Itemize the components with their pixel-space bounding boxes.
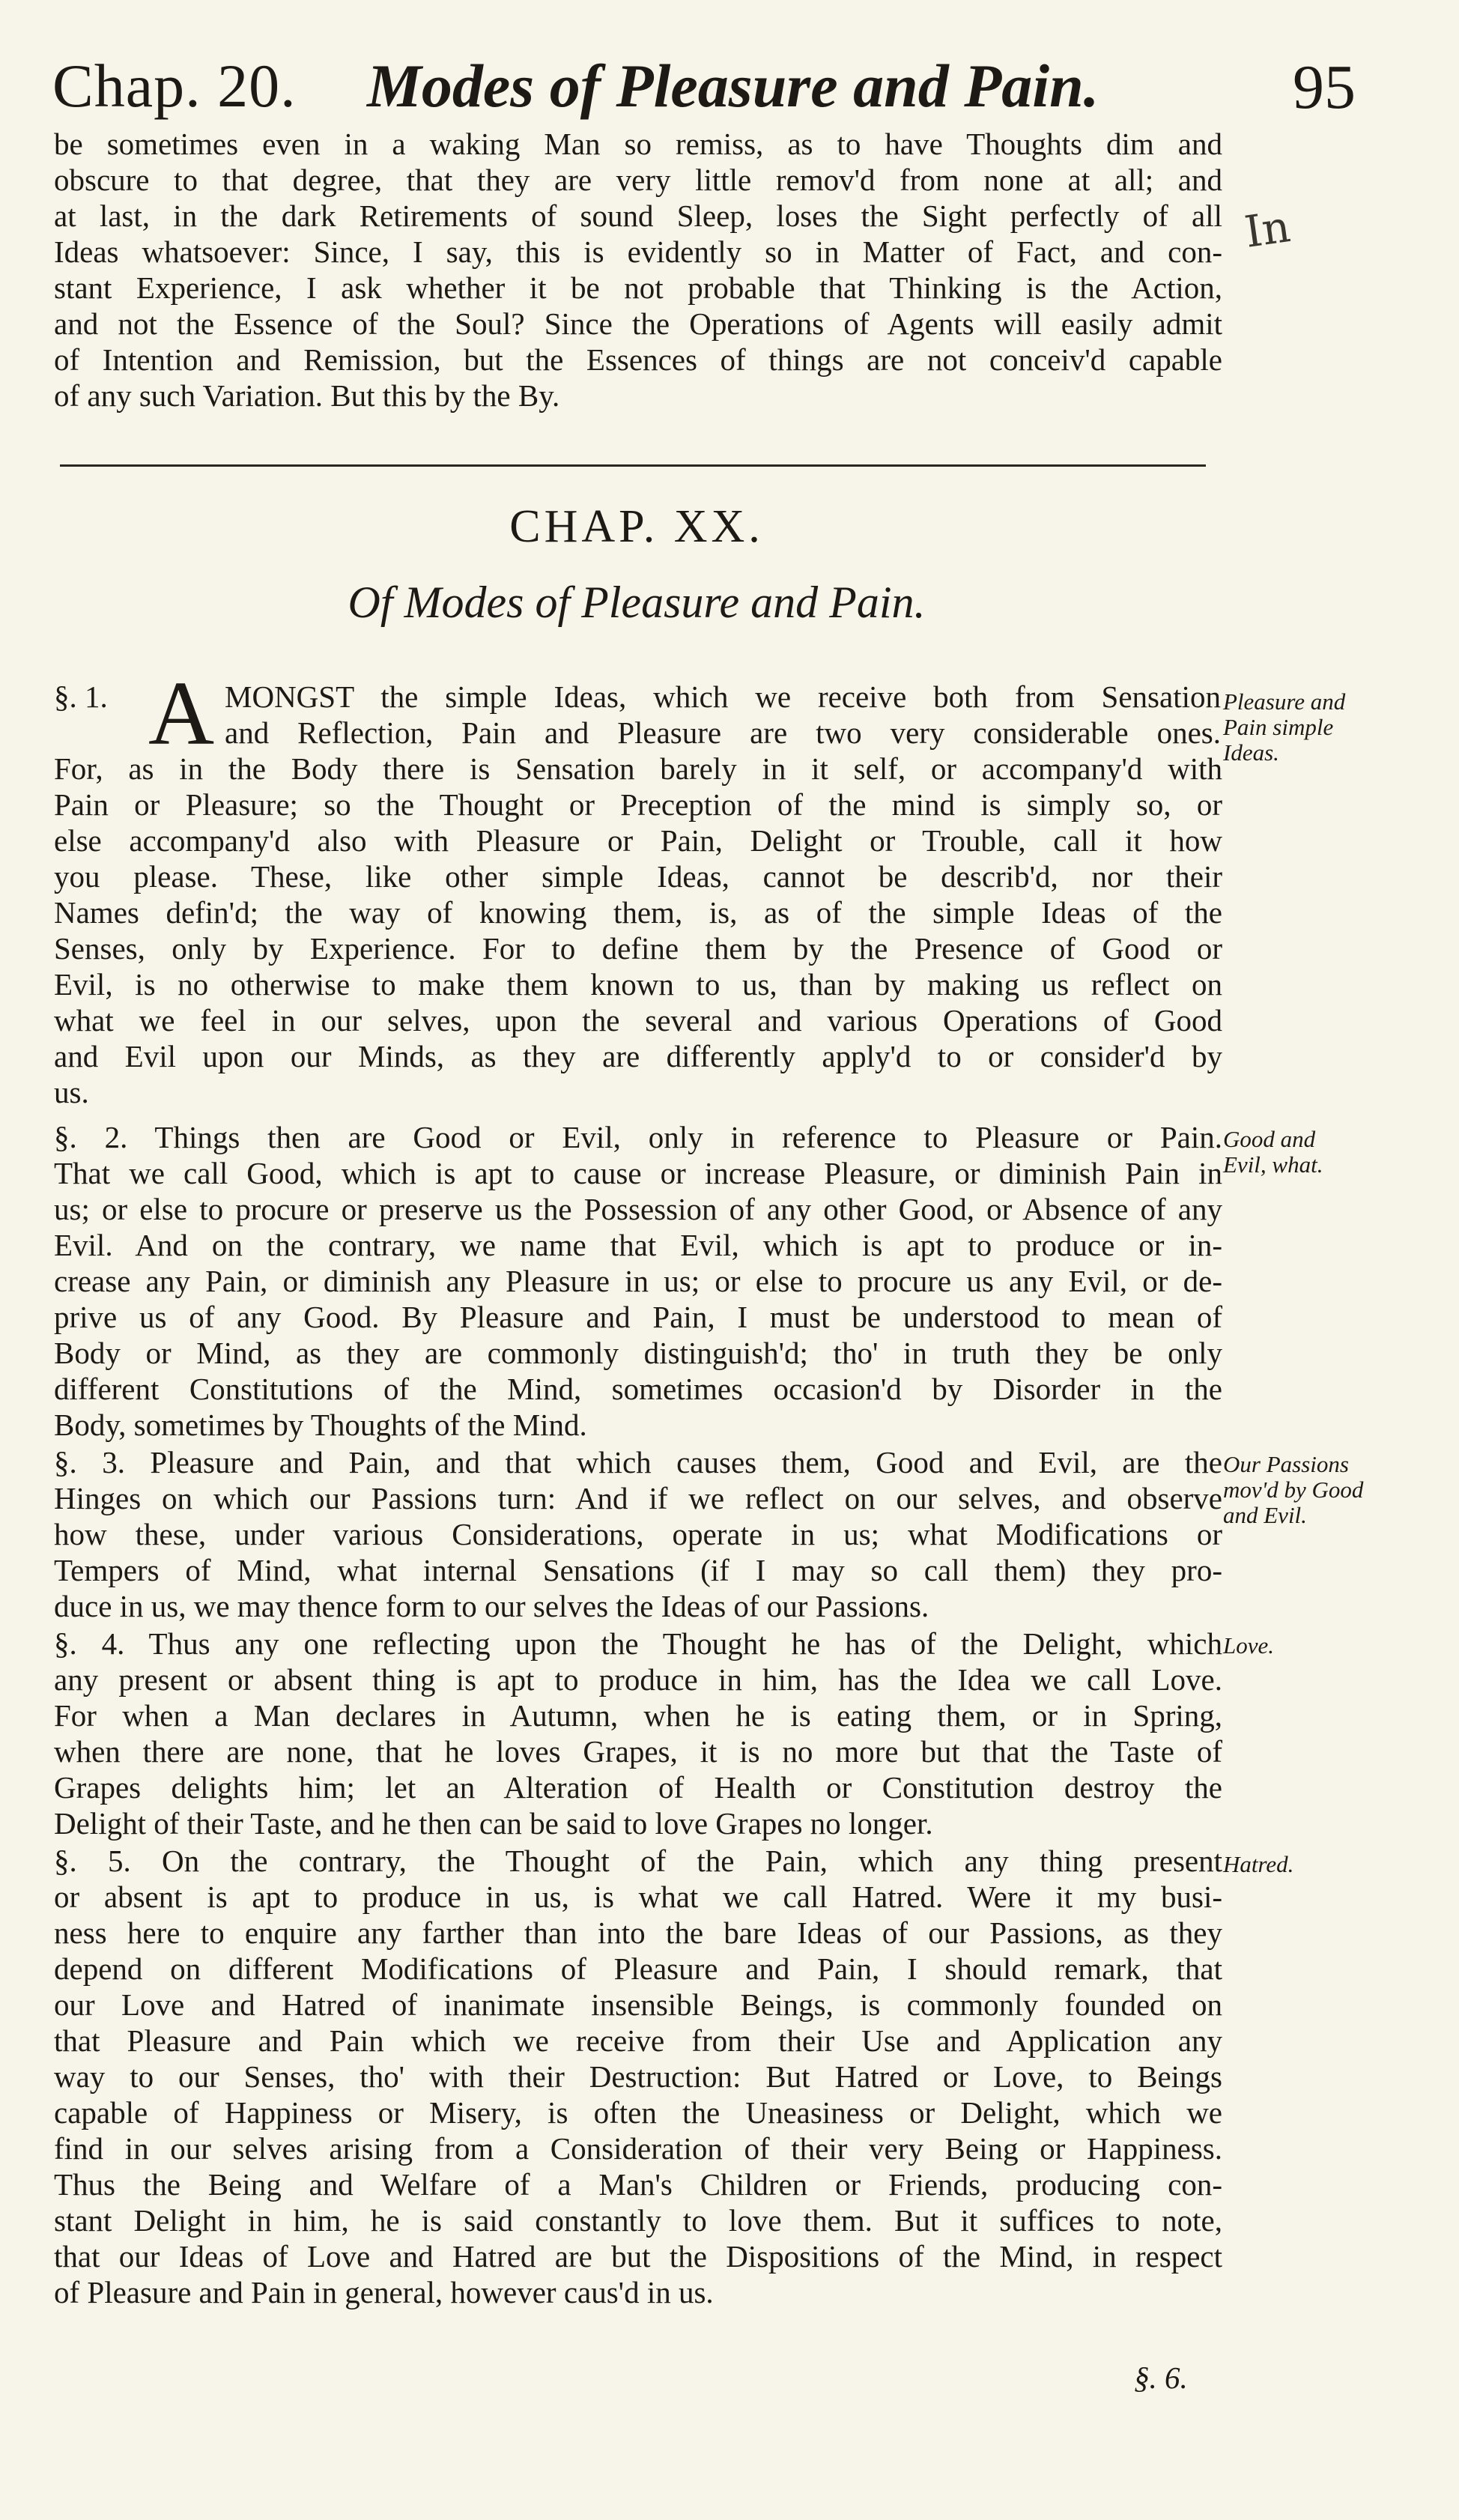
text-line: obscure to that degree, that they are very little remov'd from none at all; and [54, 163, 1222, 197]
text-line: §. 2. Things then are Good or Evil, only in reference to Pleasure or Pain. [54, 1120, 1222, 1154]
chapter-heading: CHAP. XX. [509, 501, 764, 552]
text-line: and Reflection, Pain and Pleasure are two very considerable ones. [225, 715, 1221, 750]
margin-note-section-2 [1223, 1127, 1410, 1178]
text-line: Hinges on which our Passions turn: And if we reflect on our selves, and observe [54, 1481, 1222, 1515]
margin-note-line: Good and [1223, 1126, 1316, 1152]
page-number: 95 [1293, 52, 1356, 122]
text-line: our Love and Hatred of inanimate insensible Beings, is commonly founded on [54, 1987, 1222, 2022]
section-rule [60, 464, 1206, 467]
text-line: us; or else to procure or preserve us the Possession of any other Good, or Absence of any [54, 1192, 1222, 1226]
section-5-paragraph [54, 1843, 1222, 2310]
text-line: Names defin'd; the way of knowing them, is, as of the simple Ideas of the [54, 895, 1222, 930]
running-head-title: Modes of Pleasure and Pain. [367, 52, 1099, 120]
text-line: MONGST the simple Ideas, which we receive both from Sensation [225, 679, 1221, 714]
text-line: us. [54, 1075, 89, 1109]
margin-note-line: Hatred. [1223, 1851, 1294, 1877]
margin-note-line: and Evil. [1223, 1502, 1307, 1528]
intro-paragraph [54, 126, 1222, 414]
text-line: and Evil upon our Minds, as they are differently apply'd to or consider'd by [54, 1039, 1222, 1073]
margin-note-line: Our Passions [1223, 1451, 1349, 1477]
text-line: when there are none, that he loves Grapes, it is no more but that the Taste of [54, 1734, 1222, 1769]
text-line: Body or Mind, as they are commonly distinguish'd; tho' in truth they be only [54, 1336, 1222, 1370]
margin-note-line: Evil, what. [1223, 1151, 1323, 1178]
text-line: depend on different Modifications of Pleasure and Pain, I should remark, that [54, 1951, 1222, 1986]
text-line: of Intention and Remission, but the Essences of things are not conceiv'd capable [54, 342, 1222, 377]
text-line: of Pleasure and Pain in general, however caus'd in us. [54, 2275, 714, 2310]
text-line: For, as in the Body there is Sensation barely in it self, or accompany'd with [54, 751, 1222, 786]
text-line: Thus the Being and Welfare of a Man's Children or Friends, producing con- [54, 2167, 1222, 2202]
text-line: Ideas whatsoever: Since, I say, this is evidently so in Matter of Fact, and con- [54, 234, 1222, 269]
section-3-paragraph [54, 1444, 1222, 1624]
text-line: or absent is apt to produce in us, is what we call Hatred. Were it my busi- [54, 1880, 1222, 1914]
text-line: you please. These, like other simple Ideas, cannot be describ'd, nor their [54, 859, 1222, 894]
text-line: what we feel in our selves, upon the several and various Operations of Good [54, 1003, 1222, 1038]
handwritten-annotation: In [1241, 201, 1293, 258]
section-4-paragraph [54, 1626, 1222, 1841]
chapter-subtitle: Of Modes of Pleasure and Pain. [348, 578, 926, 627]
section-1-marker: §. 1. [54, 679, 108, 714]
section-2-paragraph [54, 1119, 1222, 1443]
margin-note-line: Pleasure and [1223, 688, 1346, 715]
text-line: different Constitutions of the Mind, sometimes occasion'd by Disorder in the [54, 1372, 1222, 1406]
text-line: any present or absent thing is apt to produce in him, has the Idea we call Love. [54, 1662, 1222, 1697]
text-line: stant Delight in him, he is said constantly to love them. But it suffices to note, [54, 2203, 1222, 2238]
text-line: way to our Senses, tho' with their Destruction: But Hatred or Love, to Beings [54, 2059, 1222, 2094]
text-line: prive us of any Good. By Pleasure and Pain, I must be understood to mean of [54, 1300, 1222, 1334]
margin-note-section-1 [1223, 689, 1410, 766]
text-line: §. 3. Pleasure and Pain, and that which causes them, Good and Evil, are the [54, 1445, 1222, 1479]
text-line: Grapes delights him; let an Alteration of Health or Constitution destroy the [54, 1770, 1222, 1805]
text-line: Body, sometimes by Thoughts of the Mind. [54, 1408, 587, 1442]
text-line: Delight of their Taste, and he then can be said to love Grapes no longer. [54, 1806, 933, 1841]
text-line: of any such Variation. But this by the By. [54, 378, 560, 413]
text-line: Pain or Pleasure; so the Thought or Preception of the mind is simply so, or [54, 787, 1222, 822]
margin-note-section-3 [1223, 1452, 1410, 1528]
drop-cap: A [148, 663, 215, 764]
margin-note-line: Ideas. [1223, 739, 1279, 766]
text-line: how these, under various Considerations, operate in us; what Modifications or [54, 1517, 1222, 1551]
text-line: else accompany'd also with Pleasure or Pain, Delight or Trouble, call it how [54, 823, 1222, 858]
margin-note-line: Pain simple [1223, 714, 1334, 740]
catchword: §. 6. [1134, 2360, 1188, 2395]
text-line: §. 5. On the contrary, the Thought of the Pain, which any thing present [54, 1844, 1222, 1878]
text-line: Senses, only by Experience. For to define them by the Presence of Good or [54, 931, 1222, 966]
text-line: Evil, is no otherwise to make them known to us, than by making us reflect on [54, 967, 1222, 1002]
text-line: stant Experience, I ask whether it be not probable that Thinking is the Action, [54, 270, 1222, 305]
text-line: Evil. And on the contrary, we name that Evil, which is apt to produce or in- [54, 1228, 1222, 1262]
running-head-chapter: Chap. 20. [52, 52, 297, 120]
text-line: crease any Pain, or diminish any Pleasure in us; or else to procure us any Evil, or de- [54, 1264, 1222, 1298]
margin-note-section-5 [1223, 1852, 1410, 1877]
text-line: §. 4. Thus any one reflecting upon the Thought he has of the Delight, which [54, 1626, 1222, 1661]
text-line: Tempers of Mind, what internal Sensations (if I may so call them) they pro- [54, 1553, 1222, 1587]
text-line: find in our selves arising from a Consideration of their very Being or Happiness. [54, 2131, 1222, 2166]
text-line: that Pleasure and Pain which we receive from their Use and Application any [54, 2023, 1222, 2058]
section-1-opening [225, 679, 1221, 751]
text-line: ness here to enquire any farther than into the bare Ideas of our Passions, as they [54, 1915, 1222, 1950]
text-line: That we call Good, which is apt to cause or increase Pleasure, or diminish Pain in [54, 1156, 1222, 1190]
text-line: and not the Essence of the Soul? Since the Operations of Agents will easily admit [54, 306, 1222, 341]
text-line: be sometimes even in a waking Man so remiss, as to have Thoughts dim and [54, 127, 1222, 161]
margin-note-line: Love. [1223, 1632, 1275, 1659]
text-line: capable of Happiness or Misery, is often the Uneasiness or Delight, which we [54, 2095, 1222, 2130]
text-line: at last, in the dark Retirements of sound Sleep, loses the Sight perfectly of all [54, 199, 1222, 233]
margin-note-section-4 [1223, 1633, 1410, 1659]
text-line: For when a Man declares in Autumn, when he is eating them, or in Spring, [54, 1698, 1222, 1733]
running-head [52, 46, 1356, 129]
section-1-paragraph [54, 751, 1222, 1110]
margin-note-line: mov'd by Good [1223, 1476, 1364, 1503]
text-line: that our Ideas of Love and Hatred are but the Dispositions of the Mind, in respect [54, 2239, 1222, 2274]
text-line: duce in us, we may thence form to our selves the Ideas of our Passions. [54, 1589, 929, 1623]
